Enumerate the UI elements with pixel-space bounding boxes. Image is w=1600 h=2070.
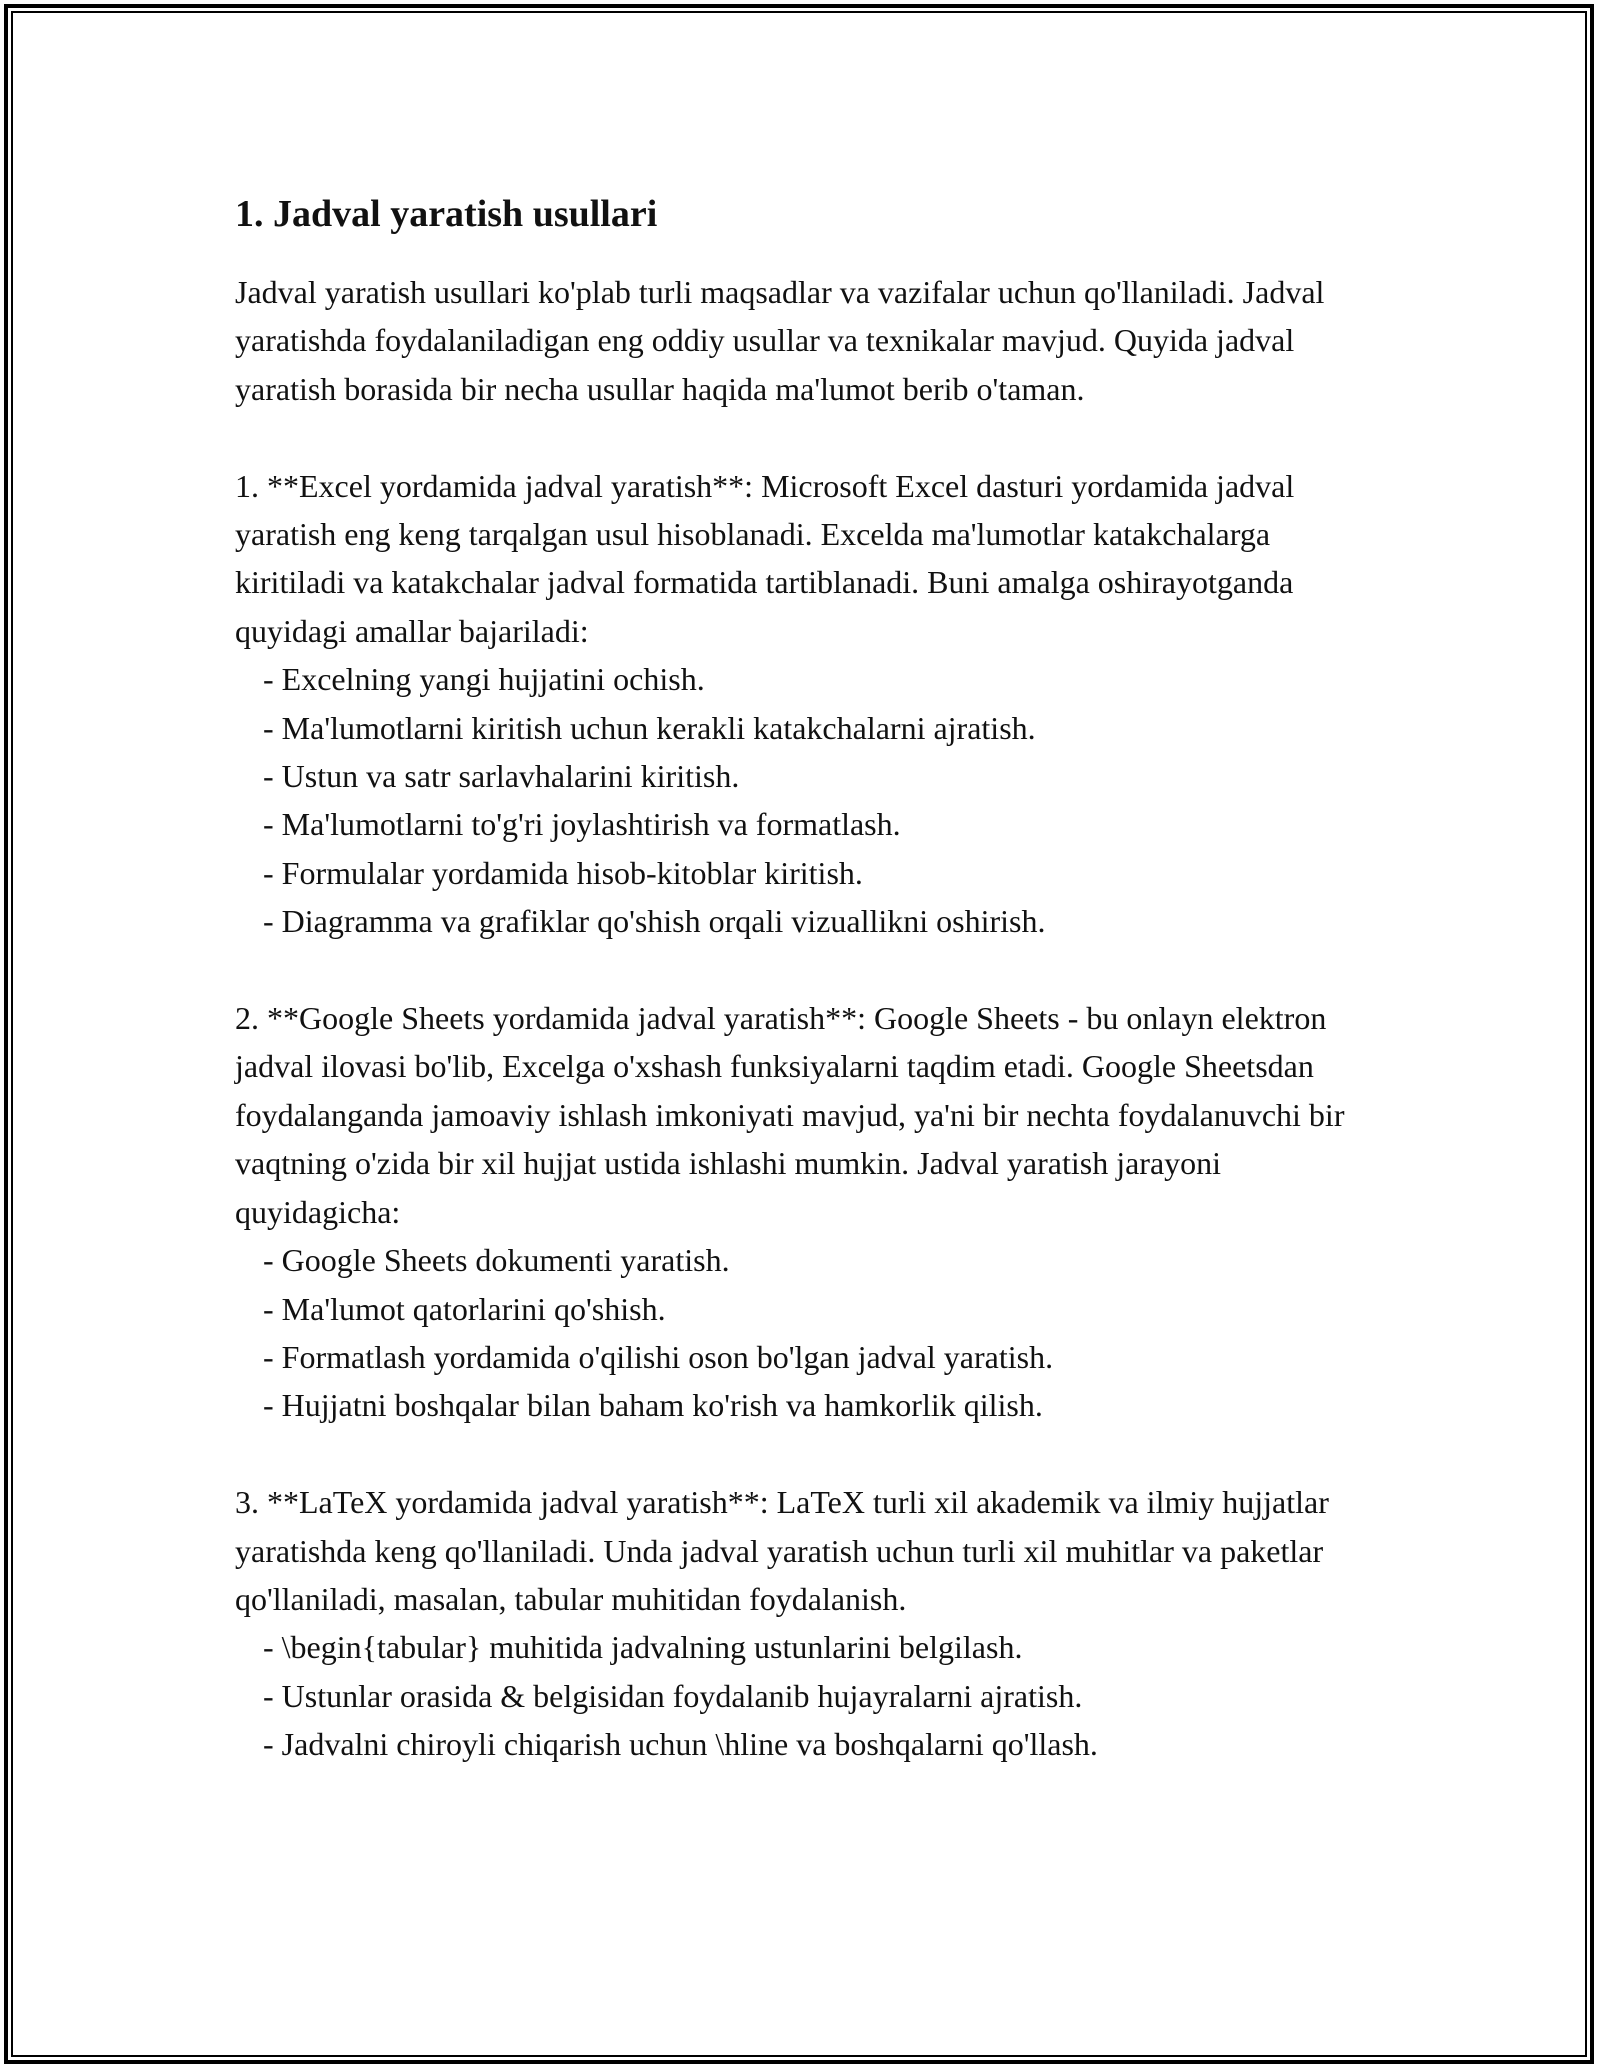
intro-paragraph: Jadval yaratish usullari ko'plab turli maqsadlar va vazifalar uchun qo'llaniladi. Jadval yaratishda foydalaniladigan eng oddiy usullar va texnikalar mavjud. Quyida jadval yaratish borasida bir necha usullar haqida ma'lumot berib o'taman. (235, 274, 1325, 407)
list-item: - Hujjatni boshqalar bilan baham ko'rish va hamkorlik qilish. (263, 1387, 1043, 1424)
list-item: - Diagramma va grafiklar qo'shish orqali vizuallikni oshirish. (263, 903, 1046, 940)
list-item: - Formatlash yordamida o'qilishi oson bo'lgan jadval yaratish. (263, 1338, 1054, 1375)
method-google-sheets (235, 994, 1385, 1430)
list-item: - Google Sheets dokumenti yaratish. (263, 1242, 730, 1279)
paragraph-gap (235, 413, 1385, 461)
list-item: - Ustunlar orasida & belgisidan foydalanib hujayralarni ajratish. (263, 1677, 1083, 1714)
list-item: - Ustun va satr sarlavhalarini kiritish. (263, 758, 740, 795)
paragraph-gap (235, 1430, 1385, 1478)
list-item: - Excelning yangi hujjatini ochish. (263, 661, 705, 698)
paragraph-gap (235, 946, 1385, 994)
method-paragraph: 3. **LaTeX yordamida jadval yaratish**: LaTeX turli xil akademik va ilmiy hujjatlar yaratishda keng qo'llaniladi. Unda jadval yaratish uchun turli xil muhitlar va paketlar qo'llaniladi, masalan, tabular muhitidan foydalanish. (235, 1484, 1329, 1617)
list-item: - Ma'lumotlarni to'g'ri joylashtirish va formatlash. (263, 806, 901, 843)
list-item: - Formulalar yordamida hisob-kitoblar kiritish. (263, 854, 863, 891)
step-list (235, 655, 1385, 945)
list-item: - Ma'lumotlarni kiritish uchun kerakli katakchalarni ajratish. (263, 709, 1036, 746)
list-item: - Ma'lumot qatorlarini qo'shish. (263, 1290, 666, 1327)
method-paragraph: 1. **Excel yordamida jadval yaratish**: Microsoft Excel dasturi yordamida jadval yaratish eng keng tarqalgan usul hisoblanadi. Excelda ma'lumotlar katakchalarga kiritiladi va katakchalar jadval formatida tartiblanadi. Buni amalga oshirayotganda quyidagi amallar bajariladi: (235, 467, 1295, 649)
step-list (235, 1623, 1385, 1768)
method-paragraph: 2. **Google Sheets yordamida jadval yaratish**: Google Sheets - bu onlayn elektron jadval ilovasi bo'lib, Excelga o'xshash funksiyalarni taqdim etadi. Google Sheetsdan foydalanganda jamoaviy ishlash imkoniyati mavjud, ya'ni bir nechta foydalanuvchi bir vaqtning o'zida bir xil hujjat ustida ishlashi mumkin. Jadval yaratish jarayoni quyidagicha: (235, 1000, 1345, 1230)
list-item: - Jadvalni chiroyli chiqarish uchun \hline va boshqalarni qo'llash. (263, 1726, 1098, 1763)
method-excel (235, 462, 1385, 946)
method-latex (235, 1478, 1385, 1768)
list-item: - \begin{tabular} muhitida jadvalning ustunlarini belgilash. (263, 1629, 1023, 1666)
document-body (235, 186, 1385, 1769)
section-heading: 1. Jadval yaratish usullari (235, 193, 658, 235)
step-list (235, 1236, 1385, 1430)
